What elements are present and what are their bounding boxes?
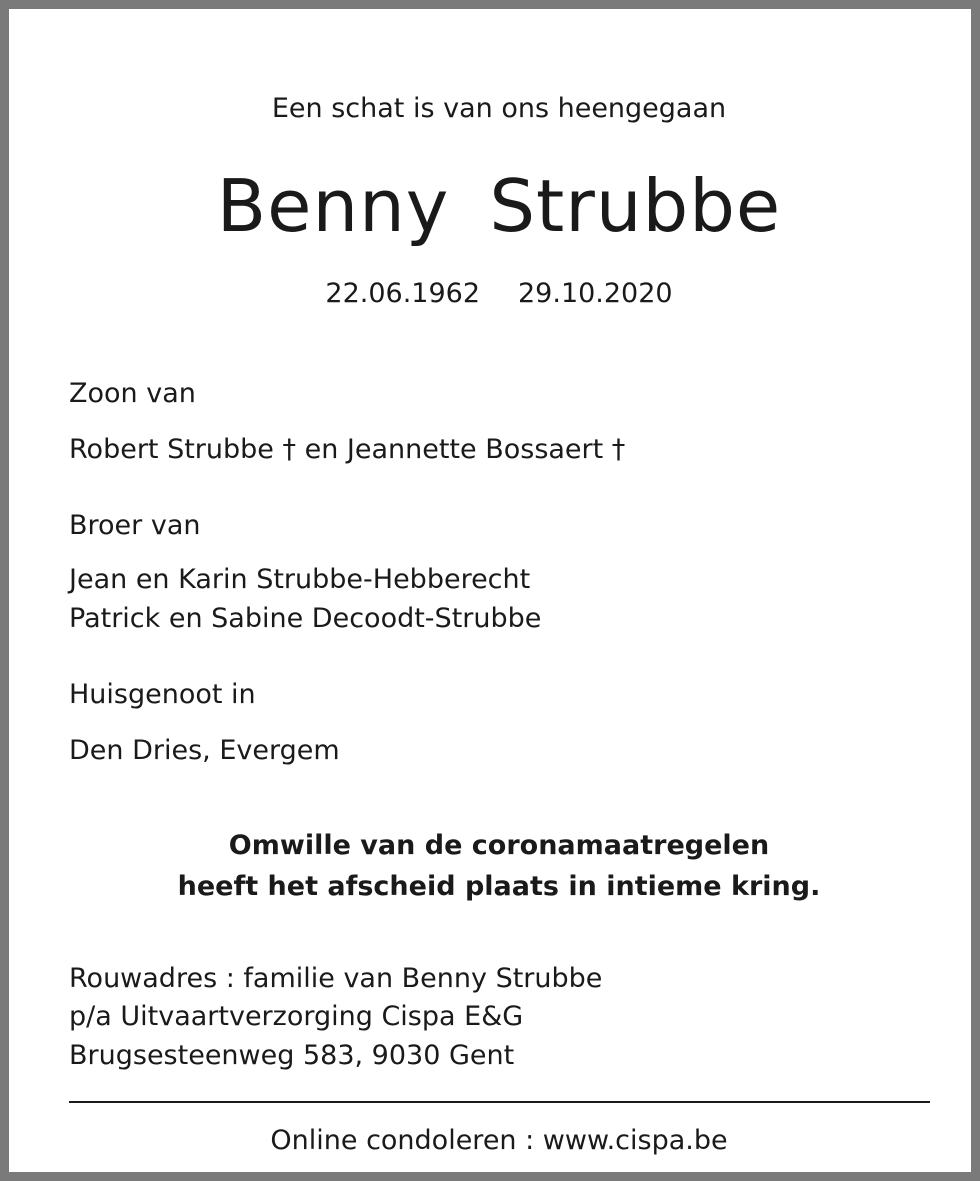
address-line: Rouwadres : familie van Benny Strubbe bbox=[69, 963, 603, 994]
death-date: 29.10.2020 bbox=[518, 278, 673, 309]
announcement-line: heeft het afscheid plaats in intieme kring. bbox=[177, 871, 821, 902]
announcement-line: Omwille van de coronamaatregelen bbox=[228, 830, 770, 861]
birth-date: 22.06.1962 bbox=[325, 278, 480, 309]
divider bbox=[69, 1101, 930, 1103]
tagline: Een schat is van ons heengegaan bbox=[271, 93, 727, 124]
first-name: Benny bbox=[216, 164, 450, 248]
deceased-name bbox=[9, 161, 980, 251]
residence: Den Dries, Evergem bbox=[69, 735, 340, 766]
condolence-link: Online condoleren : www.cispa.be bbox=[270, 1125, 728, 1156]
address-line: Brugsesteenweg 583, 9030 Gent bbox=[69, 1040, 515, 1071]
brother-of-label: Broer van bbox=[69, 510, 201, 541]
sibling-line: Jean en Karin Strubbe-Hebberecht bbox=[69, 564, 531, 595]
resident-label: Huisgenoot in bbox=[69, 679, 256, 710]
life-dates bbox=[9, 277, 980, 311]
sibling-line: Patrick en Sabine Decoodt-Strubbe bbox=[69, 603, 542, 634]
address-line: p/a Uitvaartverzorging Cispa E&G bbox=[69, 1001, 524, 1032]
last-name: Strubbe bbox=[489, 164, 782, 248]
parents: Robert Strubbe † en Jeannette Bossaert † bbox=[69, 434, 626, 465]
son-of-label: Zoon van bbox=[69, 378, 196, 409]
